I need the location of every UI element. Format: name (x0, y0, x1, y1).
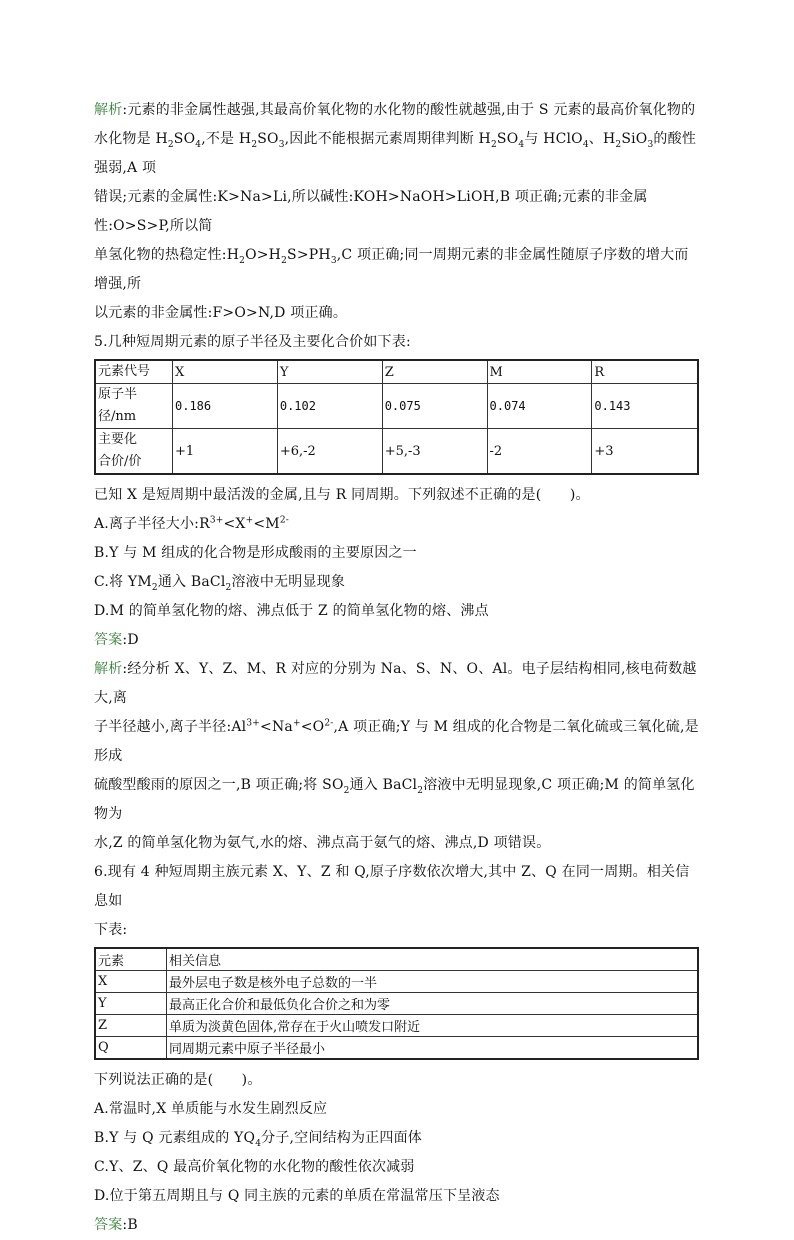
table-cell: +6,-2 (277, 429, 382, 475)
table-cell: 主要化 合价/价 (95, 429, 173, 475)
answer-line (94, 1211, 702, 1240)
document-page (94, 96, 702, 1240)
option-a: A.常温时,X 单质能与水发生剧烈反应 (94, 1101, 328, 1117)
table-cell: 0.102 (277, 384, 382, 429)
analysis-line: 解析:经分析 X、Y、Z、M、R 对应的分别为 Na、S、N、O、Al。电子层结构相同,核电荷数越大,离 (94, 661, 697, 706)
analysis-line: 水,Z 的简单氢化物为氨气,水的熔、沸点高于氨气的熔、沸点,D 项错误。 (94, 835, 551, 851)
analysis-line: 单氢化物的热稳定性$:H_2O>H_2S>PH_3,C$ 项正确;同一周期元素的非金属性随原子序数的增大而增强,所 (94, 247, 689, 292)
table-cell: 最高正化合价和最低负化合价之和为零 (167, 993, 699, 1015)
option-a: A.离子半径大小$:R^{3+}<X^+<M^{2-}$ (94, 515, 289, 532)
table-cell: 原子半 径/nm (95, 384, 173, 429)
analysis-line: 水化物是 $H_2SO_4$,不是 $H_2SO_3$,因此不能根据元素周期律判断 $H_2SO_4$与 HClO$_4$、$H_2SiO_3$的酸性强弱,A 项 (94, 131, 697, 176)
table-cell: 0.186 (173, 384, 278, 429)
table-cell: Y (277, 360, 382, 384)
question-ask: 下列说法正确的是( )。 (94, 1072, 262, 1088)
answer-value: :D (122, 632, 139, 648)
table-cell: X (95, 971, 167, 993)
table-cell: R (592, 360, 698, 384)
table-row (95, 1037, 698, 1060)
table-cell: +3 (592, 429, 698, 475)
table-cell: +1 (173, 429, 278, 475)
table-cell: 最外层电子数是核外电子总数的一半 (167, 971, 699, 993)
table-cell: +5,-3 (382, 429, 487, 475)
table-cell: 0.143 (592, 384, 698, 429)
table-row (95, 993, 698, 1015)
option-b: B.Y 与 M 组成的化合物是形成酸雨的主要原因之一 (94, 545, 417, 561)
table-row (95, 360, 698, 384)
analysis-label: 解析 (94, 661, 123, 677)
table-cell: X (173, 360, 278, 384)
analysis-line: 错误;元素的金属性:K>Na>Li,所以碱性:KOH>NaOH>LiOH,B 项正确;元素的非金属性:O>S>P,所以简 (94, 189, 648, 234)
table-cell: 相关信息 (167, 948, 699, 971)
answer-line (94, 626, 702, 655)
table-cell: 0.074 (487, 384, 592, 429)
info-table (94, 947, 699, 1060)
table-row (95, 1015, 698, 1037)
answer-value: :B (122, 1217, 138, 1233)
table-cell: M (487, 360, 592, 384)
option-d: D.位于第五周期且与 Q 同主族的元素的单质在常温常压下呈液态 (94, 1188, 500, 1204)
table-cell: -2 (487, 429, 592, 475)
analysis-label: 解析 (94, 102, 123, 118)
table-cell: 元素代号 (95, 360, 173, 384)
option-c: C.将 $YM_2$通入 BaCl$_2$溶液中无明显现象 (94, 574, 346, 593)
element-table (94, 359, 699, 475)
table-cell: Z (382, 360, 487, 384)
answer-label: 答案 (94, 632, 123, 648)
question-stem: 下表: (94, 922, 128, 938)
question-stem: 6.现有 4 种短周期主族元素 X、Y、Z 和 Q,原子序数依次增大,其中 Z、Q 在同一周期。相关信息如 (94, 864, 690, 909)
answer-label: 答案 (94, 1217, 123, 1233)
table-row (95, 384, 698, 429)
option-d: D.M 的简单氢化物的熔、沸点低于 Z 的简单氢化物的熔、沸点 (94, 603, 489, 619)
option-b: B.Y 与 Q 元素组成的 $YQ_4$分子,空间结构为正四面体 (94, 1130, 422, 1149)
table-cell: Y (95, 993, 167, 1015)
table-cell: Q (95, 1037, 167, 1060)
table-cell: 单质为淡黄色固体,常存在于火山喷发口附近 (167, 1015, 699, 1037)
table-row (95, 429, 698, 475)
option-c: C.Y、Z、Q 最高价氧化物的水化物的酸性依次减弱 (94, 1159, 415, 1175)
table-cell: 元素 (95, 948, 167, 971)
table-cell: Z (95, 1015, 167, 1037)
table-cell: 0.075 (382, 384, 487, 429)
table-cell: 同周期元素中原子半径最小 (167, 1037, 699, 1060)
table-row (95, 948, 698, 971)
question-given: 已知 X 是短周期中最活泼的金属,且与 R 同周期。下列叙述不正确的是( )。 (94, 487, 590, 503)
question-stem: 5.几种短周期元素的原子半径及主要化合价如下表: (94, 334, 411, 350)
analysis-line: 解析:元素的非金属性越强,其最高价氧化物的水化物的酸性就越强,由于 S 元素的最高价氧化物的 (94, 102, 696, 118)
analysis-line: 子半径越小,离子半径$:Al^{3+}<Na^+<O^{2-},A$ 项正确;Y 与 M 组成的化合物是二氧化硫或三氧化硫,是形成 (94, 718, 699, 764)
analysis-line: 以元素的非金属性:F>O>N,D 项正确。 (94, 305, 348, 321)
analysis-line: 硫酸型酸雨的原因之一,B 项正确;将 $SO_2$通入 BaCl$_2$溶液中无明显现象,C 项正确;M 的简单氢化物为 (94, 777, 695, 822)
table-row (95, 971, 698, 993)
